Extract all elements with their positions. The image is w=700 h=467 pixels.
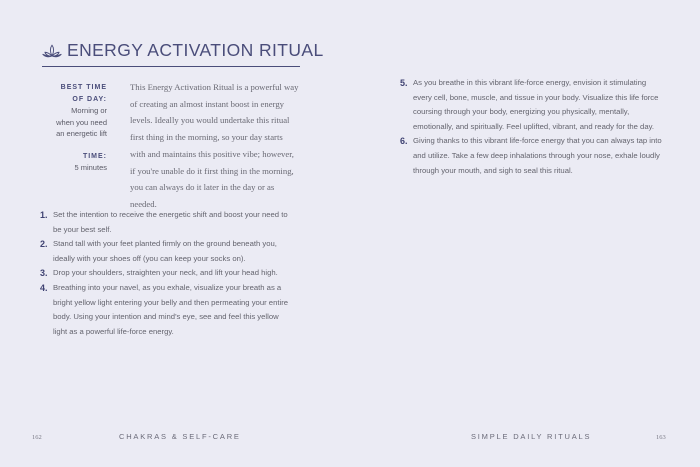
title-divider xyxy=(42,66,300,67)
best-time-value-line-3: an energetic lift xyxy=(56,129,107,138)
footer-right: SIMPLE DAILY RITUALS xyxy=(471,432,592,441)
step-number: 4. xyxy=(40,282,48,293)
ritual-meta xyxy=(40,82,107,174)
page-number-left: 162 xyxy=(32,434,42,441)
step-item xyxy=(40,266,290,281)
footer-left: CHAKRAS & SELF-CARE xyxy=(119,432,241,441)
step-text: Set the intention to receive the energetic shift and boost your need to be your best self. xyxy=(53,210,288,234)
step-number: 1. xyxy=(40,210,48,220)
step-number: 2. xyxy=(40,239,48,250)
steps-list-right xyxy=(400,76,662,178)
lotus-icon xyxy=(42,43,62,59)
step-item xyxy=(400,134,662,178)
step-item xyxy=(40,281,290,339)
step-item xyxy=(40,208,290,237)
page-number-right: 163 xyxy=(656,434,666,441)
meta-spacer xyxy=(40,140,107,151)
right-page xyxy=(350,0,700,467)
best-time-value-line-2: when you need xyxy=(56,117,107,127)
best-time-label-line-1: BEST TIME xyxy=(60,84,107,91)
step-item xyxy=(400,76,662,134)
page-title: ENERGY ACTIVATION RITUAL xyxy=(67,40,324,60)
step-text: Stand tall with your feet planted firmly on the ground beneath you, ideally with your shoes off (you can keep your socks on). xyxy=(53,239,277,263)
step-text: Drop your shoulders, straighten your neck, and lift your head high. xyxy=(53,268,278,278)
intro-paragraph: This Energy Activation Ritual is a powerful way of creating an almost instant boost in energy levels. Ideally you would undertake this ritual first thing in the morning, so your day starts with and maintains this positive vibe; however, if you're unable do it first thing in the morning, you can always do it later in the day or as needed. xyxy=(130,82,299,209)
step-item xyxy=(40,237,290,266)
title-row xyxy=(42,40,324,61)
time-label: TIME: xyxy=(82,152,107,160)
steps-list-left xyxy=(40,208,290,339)
best-time-value-line-1: Morning or xyxy=(71,106,107,115)
step-text: Breathing into your navel, as you exhale, visualize your breath as a bright yellow light entering your belly and then permeating your entire body. Using your intention and mind's eye, see and feel this yellow light as a powerful life-force energy. xyxy=(53,282,289,336)
step-number: 5. xyxy=(400,78,408,88)
step-number: 6. xyxy=(400,136,408,147)
time-value: 5 minutes xyxy=(74,163,107,172)
step-text: Giving thanks to this vibrant life-force energy that you can always tap into and utilize. Take a few deep inhalations through your nose, exhale loudly through your mouth, and sigh to seal this ritual. xyxy=(413,136,662,175)
step-text: As you breathe in this vibrant life-force energy, envision it stimulating every cell, bone, muscle, and tissue in your body. Visualize this life force coursing through your body, energizing you physically, mentally, emotionally, and spiritually. Feel uplifted, vibrant, and ready for the day. xyxy=(413,78,659,131)
best-time-label-line-2: OF DAY: xyxy=(72,95,107,103)
step-number: 3. xyxy=(40,268,48,279)
